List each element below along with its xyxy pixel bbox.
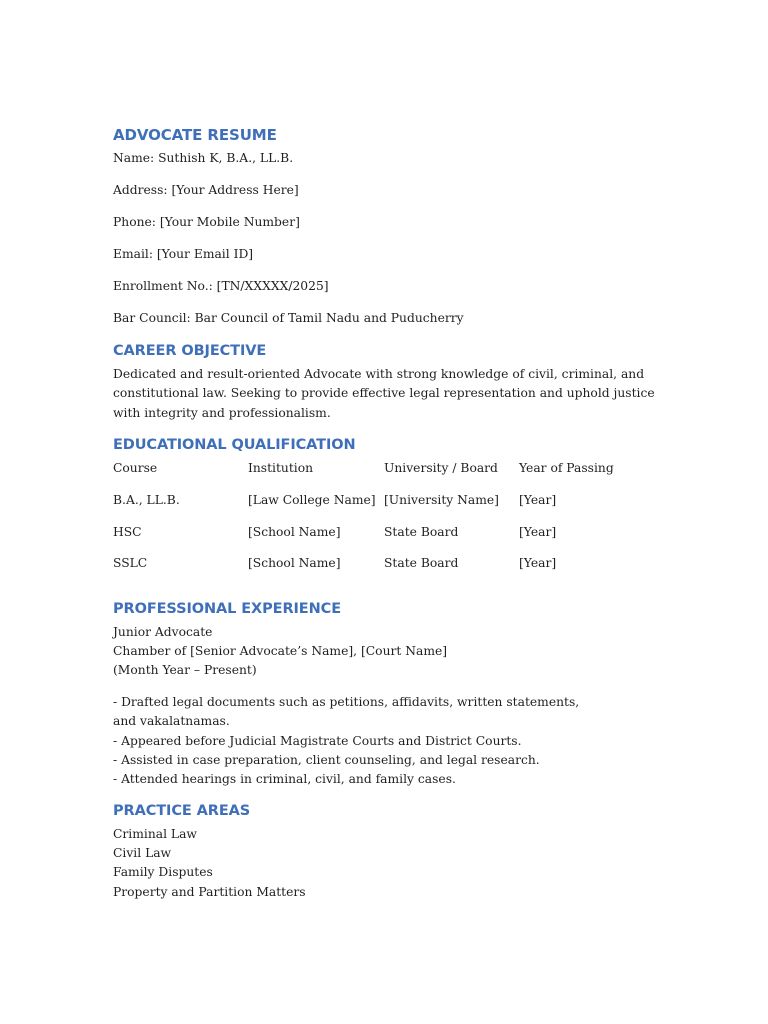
table-cell: [Law College Name] [248,493,376,507]
table-cell: [Year] [519,493,557,507]
list-item: - Appeared before Judicial Magistrate Courts and District Courts. [113,734,522,748]
list-item: - Assisted in case preparation, client counseling, and legal research. [113,753,540,767]
contact-bar-council: Bar Council: Bar Council of Tamil Nadu and Puducherry [113,311,464,325]
table-cell: [School Name] [248,525,341,539]
table-cell: State Board [384,556,459,570]
list-item: Family Disputes [113,865,213,879]
career-objective-heading: CAREER OBJECTIVE [113,343,267,359]
contact-address: Address: [Your Address Here] [113,183,299,197]
column-header-year: Year of Passing [519,461,614,475]
table-cell: SSLC [113,556,148,570]
table-cell: State Board [384,525,459,539]
column-header-institution: Institution [248,461,314,475]
table-cell: [Year] [519,525,557,539]
experience-heading: PROFESSIONAL EXPERIENCE [113,601,341,617]
list-item: - Attended hearings in criminal, civil, and family cases. [113,772,456,786]
contact-enrollment: Enrollment No.: [TN/XXXXX/2025] [113,279,329,293]
list-item: Criminal Law [113,827,197,841]
experience-role: Junior Advocate [113,625,213,639]
table-cell: [School Name] [248,556,341,570]
experience-period: (Month Year – Present) [113,663,257,677]
column-header-university: University / Board [384,461,498,475]
list-item: Property and Partition Matters [113,885,306,899]
resume-title: ADVOCATE RESUME [113,126,277,144]
contact-phone: Phone: [Your Mobile Number] [113,215,300,229]
table-cell: HSC [113,525,142,539]
list-item: Civil Law [113,846,172,860]
experience-chamber: Chamber of [Senior Advocate’s Name], [Court Name] [113,644,448,658]
list-item: - Drafted legal documents such as petitions, affidavits, written statements, and vakalatnamas. [113,695,580,729]
column-header-course: Course [113,461,158,475]
education-heading: EDUCATIONAL QUALIFICATION [113,437,356,453]
practice-areas-heading: PRACTICE AREAS [113,803,251,819]
career-objective-text: Dedicated and result-oriented Advocate with strong knowledge of civil, criminal, and constitutional law. Seeking to provide effective legal representation and uphold justice with integrity and professionalism. [113,367,655,420]
table-cell: B.A., LL.B. [113,493,180,507]
contact-email: Email: [Your Email ID] [113,247,254,261]
contact-name: Name: Suthish K, B.A., LL.B. [113,151,294,165]
table-cell: [Year] [519,556,557,570]
table-cell: [University Name] [384,493,499,507]
